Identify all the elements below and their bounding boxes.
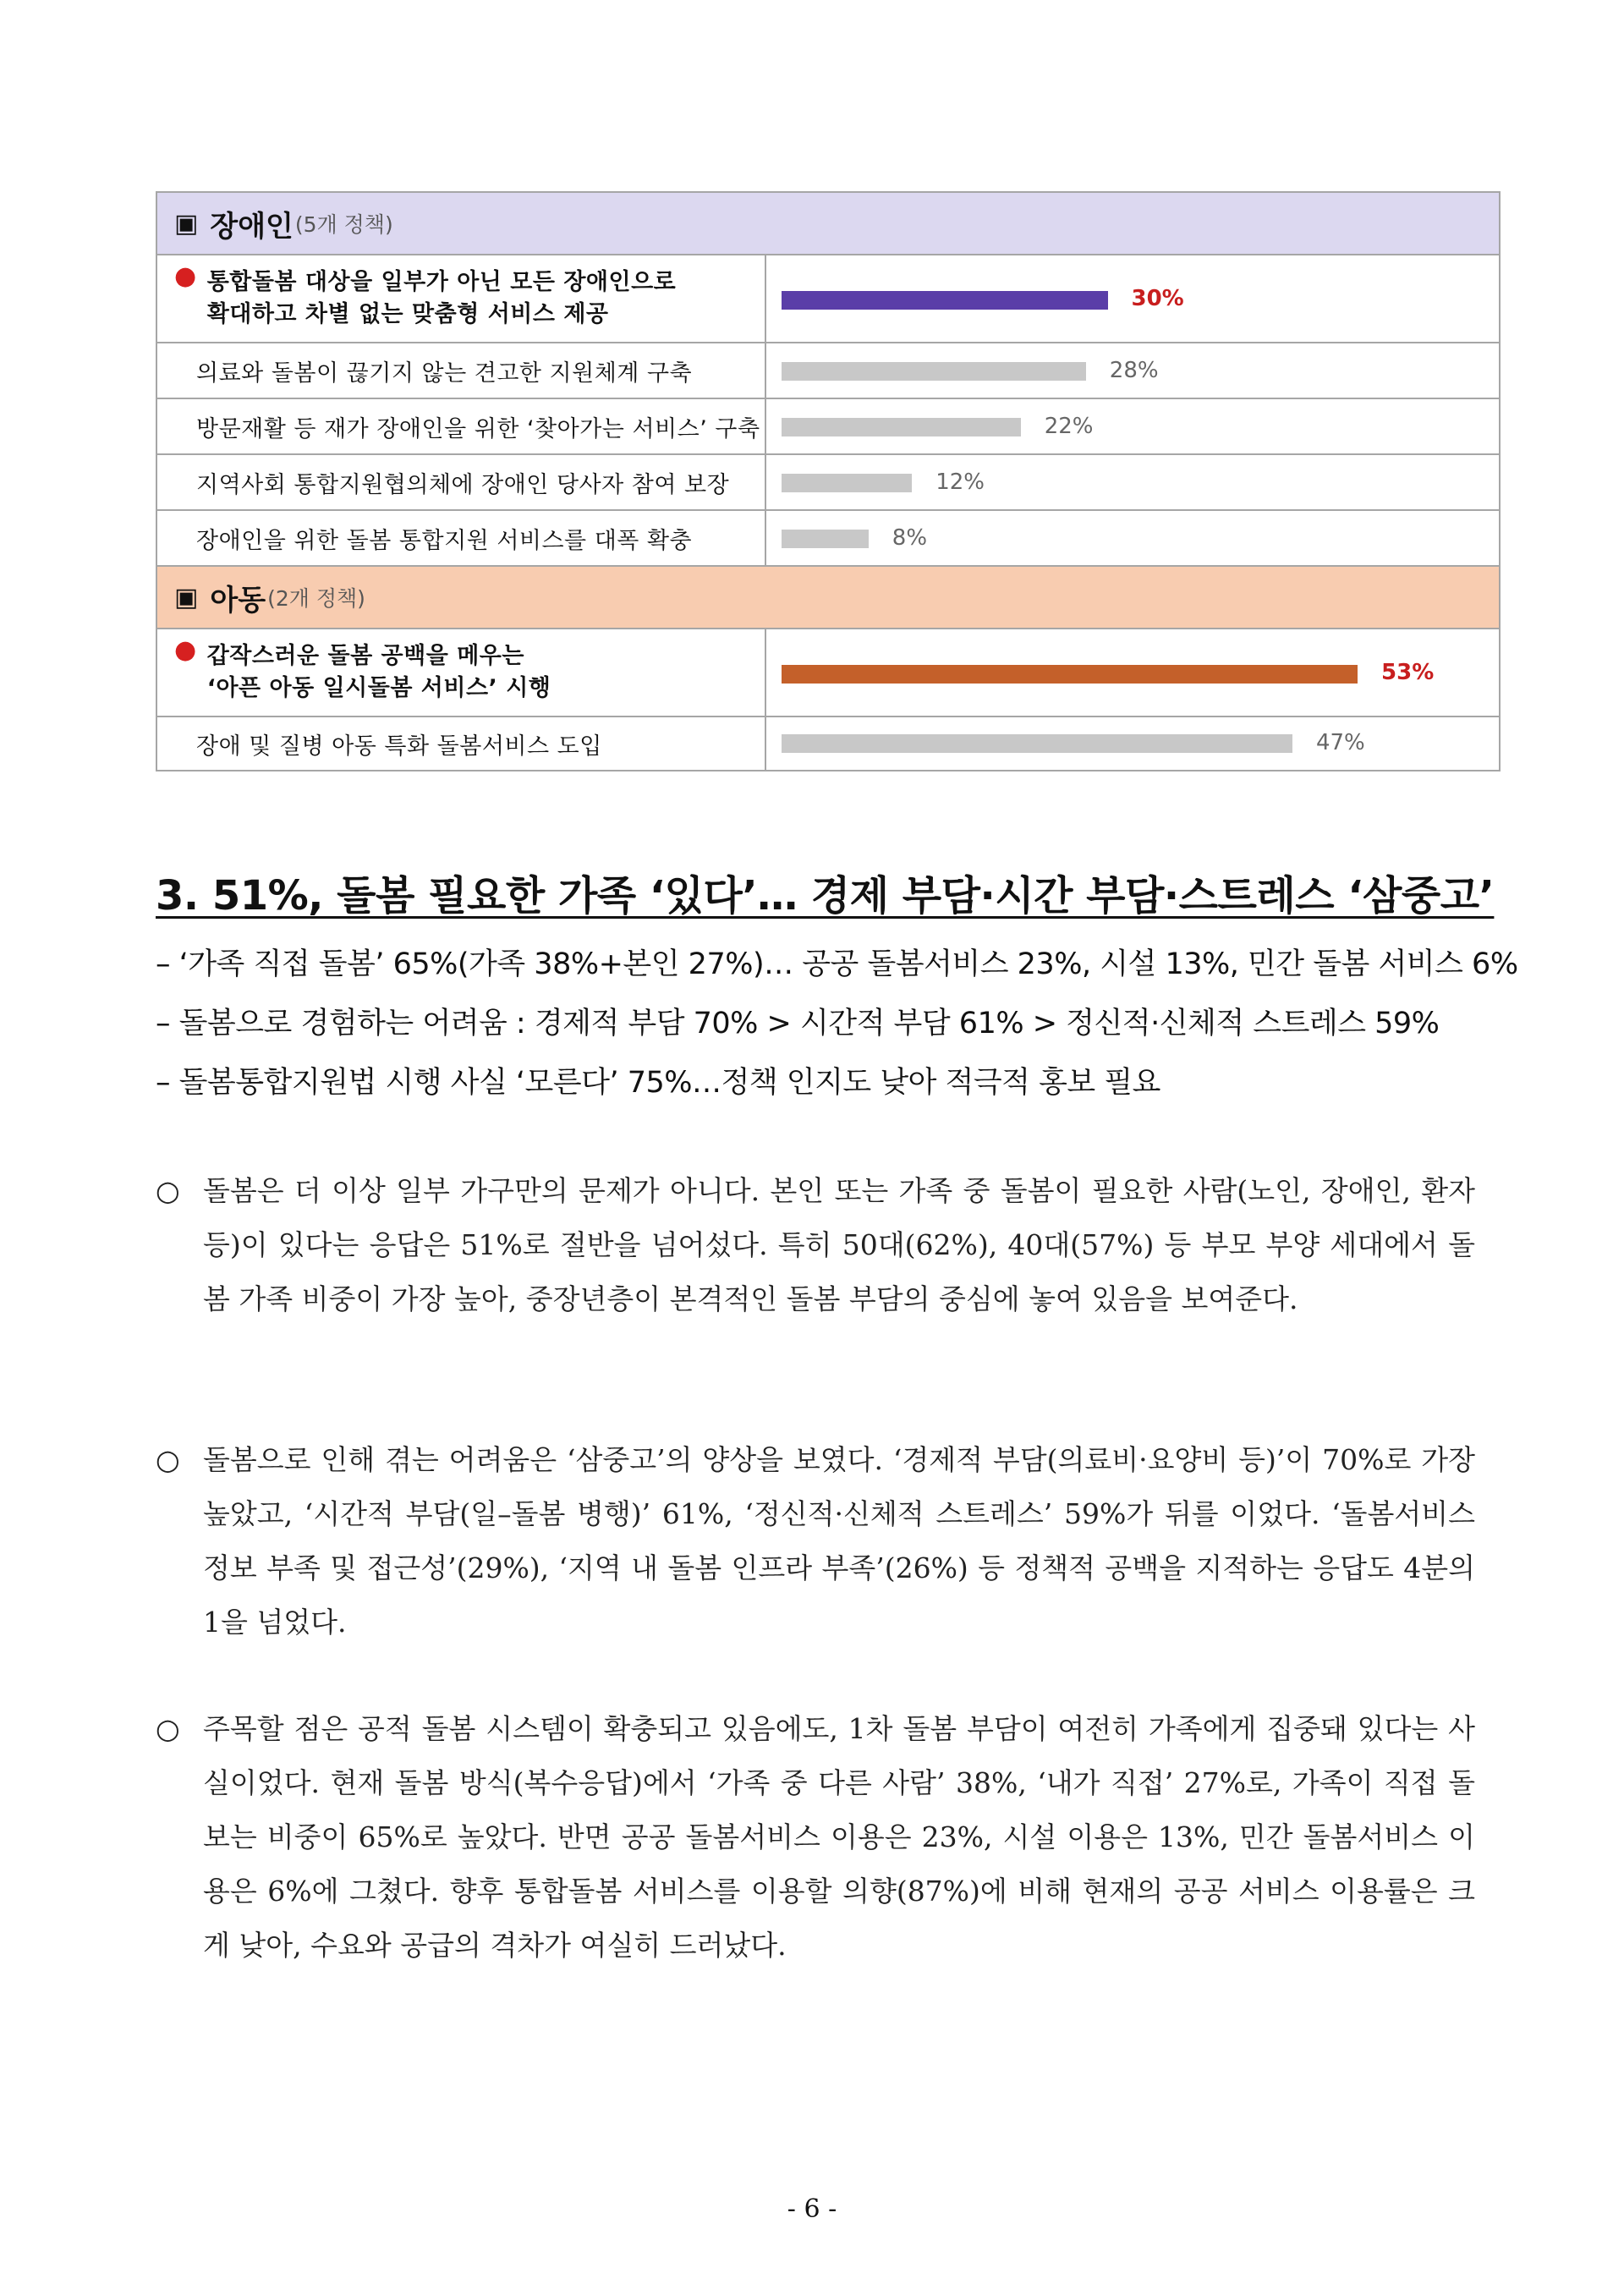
policy-bar (782, 734, 1292, 753)
policy-percent: 12% (935, 469, 985, 495)
policy-row (157, 629, 1499, 717)
body-paragraph (156, 1433, 1475, 1650)
policy-percent: 53% (1381, 660, 1435, 685)
policy-percent: 30% (1131, 286, 1184, 311)
square-icon: ▣ (174, 582, 199, 612)
policy-text: 통합돌봄 대상을 일부가 아닌 모든 장애인으로 확대하고 차별 없는 맞춤형 서비스 제공 (206, 269, 677, 327)
policy-row (157, 455, 1499, 511)
policy-percent: 22% (1044, 414, 1094, 439)
policy-bar (782, 665, 1358, 684)
section-title: 장애인 (210, 209, 294, 244)
policy-bar (782, 530, 869, 548)
paragraph-text: 주목할 점은 공적 돌봄 시스템이 확충되고 있음에도, 1차 돌봄 부담이 여전히 가족에게 집중돼 있다는 사실이었다. 현재 돌봄 방식(복수응답)에서 ‘가족 중 다른 사람’ 38%, ‘내가 직접’ 27%로, 가족이 직접 돌보는 비중이 65%로 높았다. 반면 공공 돌봄서비스 이용은 23%, 시설 이용은 13%, 민간 돌봄서비스 이용은 6%에 그쳤다. 향후 통합돌봄 서비스를 이용할 의향(87%)에 비해 현재의 공공 서비스 이용률은 크게 낮아, 수요와 공급의 격차가 여실히 드러났다. (203, 1712, 1475, 1962)
policy-row (157, 717, 1499, 770)
bullet-icon: ● (174, 261, 197, 291)
page-number: - 6 - (787, 2194, 837, 2224)
policy-label (157, 255, 766, 342)
policy-row (157, 343, 1499, 399)
policy-text: 갑작스러운 돌봄 공백을 메우는 ‘아픈 아동 일시돌봄 서비스’ 시행 (206, 643, 551, 701)
policy-percent: 8% (892, 525, 928, 551)
circle-bullet-icon: ○ (156, 1712, 180, 1745)
body-paragraph (156, 1702, 1475, 1973)
body-paragraph (156, 1164, 1475, 1326)
section-heading: 3. 51%, 돌봄 필요한 가족 ‘있다’… 경제 부담·시간 부담·스트레스 ‘삼중고’ (156, 872, 1495, 920)
section-header-disabled (157, 193, 1499, 255)
policy-table (156, 191, 1501, 771)
summary-point: – 돌봄으로 경험하는 어려움 : 경제적 부담 70% > 시간적 부담 61% > 정신적·신체적 스트레스 59% (156, 1007, 1440, 1040)
policy-row (157, 399, 1499, 455)
policy-row (157, 255, 1499, 343)
section-header-children (157, 567, 1499, 629)
policy-percent: 28% (1109, 358, 1159, 383)
circle-bullet-icon: ○ (156, 1443, 180, 1476)
policy-bar (782, 418, 1021, 436)
square-icon: ▣ (174, 208, 199, 239)
section-title: 아동 (210, 583, 266, 618)
policy-row (157, 511, 1499, 567)
policy-percent: 47% (1315, 730, 1365, 755)
summary-point: – 돌봄통합지원법 시행 사실 ‘모른다’ 75%…정책 인지도 낮아 적극적 홍보 필요 (156, 1066, 1160, 1100)
paragraph-text: 돌봄은 더 이상 일부 가구만의 문제가 아니다. 본인 또는 가족 중 돌봄이 필요한 사람(노인, 장애인, 환자 등)이 있다는 응답은 51%로 절반을 넘어섰다. 특히 50대(62%), 40대(57%) 등 부모 부양 세대에서 돌봄 가족 비중이 가장 높아, 중장년층이 본격적인 돌봄 부담의 중심에 놓여 있음을 보여준다. (203, 1174, 1475, 1315)
policy-label: 장애 및 질병 아동 특화 돌봄서비스 도입 (157, 717, 766, 770)
summary-point: – ‘가족 직접 돌봄’ 65%(가족 38%+본인 27%)… 공공 돌봄서비스 23%, 시설 13%, 민간 돌봄 서비스 6% (156, 947, 1518, 981)
section-count: (5개 정책) (294, 212, 393, 237)
policy-bar (782, 474, 912, 492)
policy-label: 방문재활 등 재가 장애인을 위한 ‘찾아가는 서비스’ 구축 (157, 399, 766, 453)
policy-label: 의료와 돌봄이 끊기지 않는 견고한 지원체계 구축 (157, 343, 766, 398)
policy-bar (782, 291, 1108, 310)
policy-label (157, 629, 766, 716)
policy-bar (782, 362, 1086, 381)
section-count: (2개 정책) (267, 586, 365, 611)
policy-label: 지역사회 통합지원협의체에 장애인 당사자 참여 보장 (157, 455, 766, 509)
bullet-icon: ● (174, 635, 197, 665)
circle-bullet-icon: ○ (156, 1174, 180, 1207)
policy-label: 장애인을 위한 돌봄 통합지원 서비스를 대폭 확충 (157, 511, 766, 565)
paragraph-text: 돌봄으로 인해 겪는 어려움은 ‘삼중고’의 양상을 보였다. ‘경제적 부담(의료비·요양비 등)’이 70%로 가장 높았고, ‘시간적 부담(일–돌봄 병행)’ 61%, ‘정신적·신체적 스트레스’ 59%가 뒤를 이었다. ‘돌봄서비스 정보 부족 및 접근성’(29%), ‘지역 내 돌봄 인프라 부족’(26%) 등 정책적 공백을 지적하는 응답도 4분의 1을 넘었다. (203, 1443, 1475, 1639)
